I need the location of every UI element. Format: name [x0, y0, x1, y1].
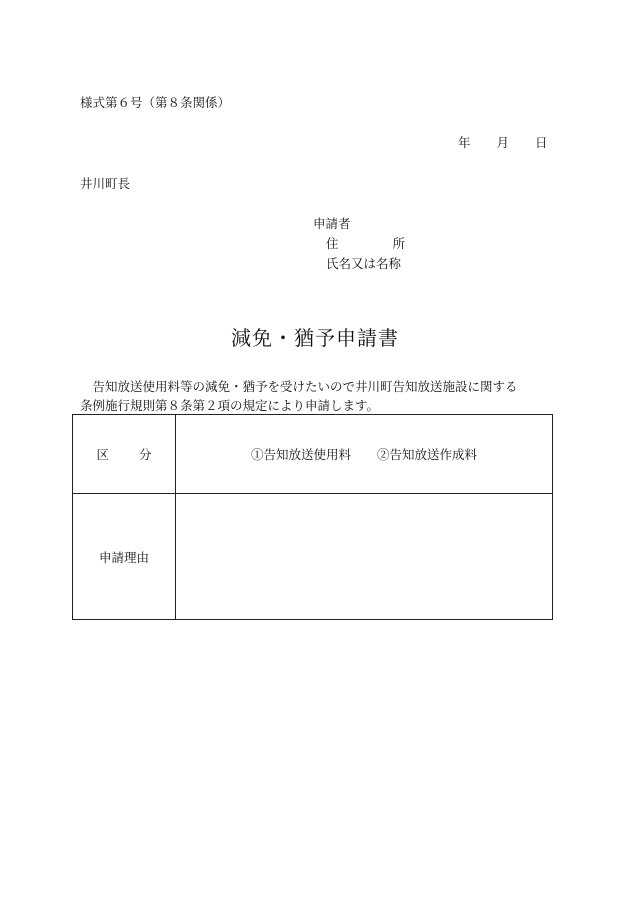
category-label-char1: 区	[96, 447, 109, 462]
applicant-heading: 申請者	[313, 216, 351, 231]
option-usage-fee[interactable]: ①告知放送使用料	[250, 447, 351, 462]
addressee: 井川町長	[80, 176, 131, 191]
table-row-category	[73, 415, 553, 494]
name-label: 氏名又は名称	[326, 256, 402, 271]
date-year: 年	[458, 135, 471, 150]
address-label-char1: 住	[326, 236, 339, 251]
category-options-cell	[176, 415, 553, 494]
reason-input-cell[interactable]	[176, 494, 553, 620]
form-number: 様式第６号（第８条関係）	[80, 95, 231, 110]
address-label	[326, 238, 405, 251]
reason-label-cell	[73, 494, 176, 620]
date-line	[458, 137, 548, 150]
category-label-cell	[73, 415, 176, 494]
table-row-reason	[73, 494, 553, 620]
address-label-char2: 所	[392, 236, 406, 251]
option-production-fee[interactable]: ②告知放送作成料	[377, 447, 478, 462]
reason-label: 申請理由	[98, 549, 149, 565]
date-month: 月	[496, 135, 510, 150]
body-line-1: 告知放送使用料等の減免・猶予を受けたいので井川町告知放送施設に関する	[92, 379, 518, 394]
document-title: 減免・猶予申請書	[231, 326, 399, 350]
body-text	[80, 377, 550, 415]
body-line-2: 条例施行規則第８条第２項の規定により申請します。	[80, 398, 380, 413]
date-day: 日	[535, 135, 548, 150]
category-label-char2: 分	[139, 447, 152, 462]
application-table	[72, 414, 553, 620]
